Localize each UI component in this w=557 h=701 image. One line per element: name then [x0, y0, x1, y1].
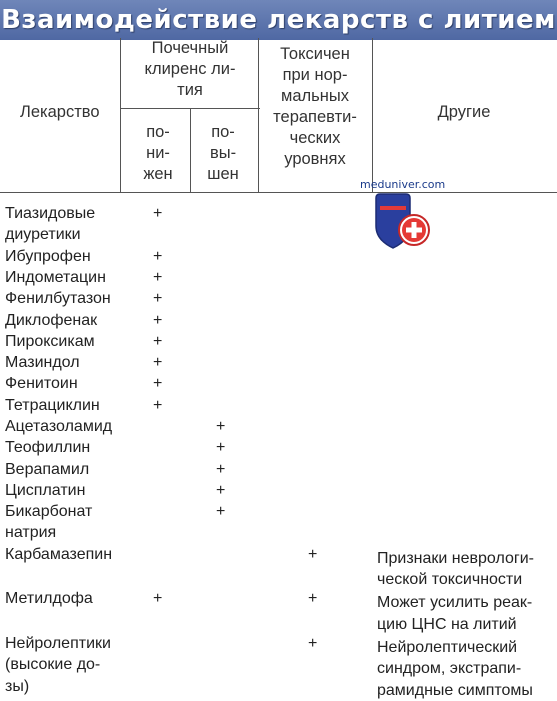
header-toxic	[258, 44, 372, 170]
plus-mark-lowered: +	[153, 247, 163, 265]
drug-name-line: Нейролептики	[5, 635, 111, 652]
header-line: мальных	[281, 87, 349, 105]
other-notes	[377, 548, 555, 591]
drug-name	[5, 395, 123, 416]
drug-name	[5, 480, 123, 501]
plus-mark-lowered: +	[153, 205, 163, 222]
header-line: уровнях	[284, 150, 346, 168]
plus-mark-raised: +	[216, 503, 226, 521]
plus-mark-lowered: +	[153, 375, 163, 393]
plus-mark-raised: +	[216, 439, 226, 457]
drug-name	[5, 246, 123, 267]
drug-name	[5, 310, 123, 331]
drug-name	[5, 437, 123, 458]
drug-name-line: зы)	[5, 677, 30, 695]
plus-mark-raised: +	[216, 481, 226, 499]
plus-mark-raised: +	[216, 460, 226, 478]
drug-name	[5, 203, 123, 246]
drug-name	[5, 633, 123, 697]
header-line: шен	[207, 165, 239, 183]
drug-name-line: Тиазидовые	[5, 205, 96, 222]
watermark-text: meduniver.com	[360, 178, 446, 191]
header-other: Другие	[437, 103, 491, 121]
plus-mark-toxic: +	[308, 635, 318, 652]
drug-name-line: Индометацин	[5, 268, 106, 286]
other-notes-line: синдром, экстрапи-	[377, 660, 522, 678]
drug-name-line: диуретики	[5, 226, 81, 244]
drug-name-line: Фенилбутазон	[5, 290, 111, 308]
header-line: терапевти-	[273, 108, 357, 126]
header-line: тия	[177, 81, 203, 99]
drug-name-line: Мазиндол	[5, 354, 80, 372]
drug-name-line: Бикарбонат	[5, 503, 93, 521]
drug-name	[5, 352, 123, 373]
drug-name	[5, 373, 123, 394]
drug-name-line: Пироксикам	[5, 332, 95, 350]
other-notes-line: цию ЦНС на литий	[377, 615, 517, 633]
plus-mark-lowered: +	[153, 590, 163, 608]
other-notes	[377, 637, 555, 701]
drug-name-line: Фенитоин	[5, 375, 78, 393]
header-bottom-rule	[0, 192, 557, 193]
drug-name	[5, 288, 123, 309]
header-vline-left	[120, 38, 121, 192]
header-raised	[190, 122, 256, 185]
other-notes-line: Признаки неврологи-	[377, 549, 534, 567]
drug-name-line: Карбамазепин	[5, 545, 113, 563]
drug-name-line: Ибупрофен	[5, 247, 91, 265]
drug-name-line: Тетрациклин	[5, 396, 100, 414]
header-vline-right	[258, 38, 259, 192]
plus-mark-toxic: +	[308, 545, 318, 563]
plus-mark-lowered: +	[153, 311, 163, 329]
header-vline-toxic	[372, 38, 373, 192]
page-title: Взаимодействие лекарств с литием	[0, 0, 557, 40]
header-line: по-	[211, 123, 235, 141]
header-line: клиренс ли-	[144, 60, 236, 78]
header-renal-clearance	[122, 38, 258, 101]
plus-mark-toxic: +	[308, 590, 318, 608]
plus-mark-lowered: +	[153, 354, 163, 372]
header-line: при нор-	[282, 66, 348, 84]
header-line: ни-	[146, 144, 170, 162]
drug-name	[5, 416, 123, 437]
drug-name-line: натрия	[5, 524, 57, 542]
drug-name-line: Теофиллин	[5, 439, 91, 457]
header-line: Почечный	[151, 39, 229, 57]
drug-name-line: Метилдофа	[5, 590, 93, 608]
other-notes-line: Может усилить реак-	[377, 594, 533, 612]
drug-name	[5, 588, 123, 609]
drug-name-line: Верапамил	[5, 460, 90, 478]
drug-name	[5, 331, 123, 352]
header-drug: Лекарство	[20, 103, 100, 121]
header-lowered	[128, 122, 188, 185]
drug-name	[5, 459, 123, 480]
drug-name	[5, 267, 123, 288]
header-line: по-	[146, 123, 170, 141]
plus-mark-raised: +	[216, 418, 226, 435]
other-notes-line: рамидные симптомы	[377, 681, 533, 699]
header-line: вы-	[209, 144, 237, 162]
meduniver-logo-icon	[368, 192, 438, 252]
drug-name	[5, 544, 123, 565]
plus-mark-lowered: +	[153, 290, 163, 308]
other-notes	[377, 592, 555, 635]
drug-name-line: Ацетазоламид	[5, 418, 113, 435]
drug-name-line: Диклофенак	[5, 311, 98, 329]
header-line: жен	[143, 165, 173, 183]
header-line: ческих	[289, 129, 341, 147]
header-vline-mid	[190, 108, 191, 192]
drug-name	[5, 501, 123, 544]
other-notes-line: Нейролептический	[377, 639, 518, 656]
drug-name-line: (высокие до-	[5, 656, 101, 674]
header-line: Токсичен	[280, 45, 350, 63]
other-notes-line: ческой токсичности	[377, 571, 523, 589]
drug-name-line: Цисплатин	[5, 481, 86, 499]
plus-mark-lowered: +	[153, 332, 163, 350]
plus-mark-lowered: +	[153, 268, 163, 286]
plus-mark-lowered: +	[153, 396, 163, 414]
